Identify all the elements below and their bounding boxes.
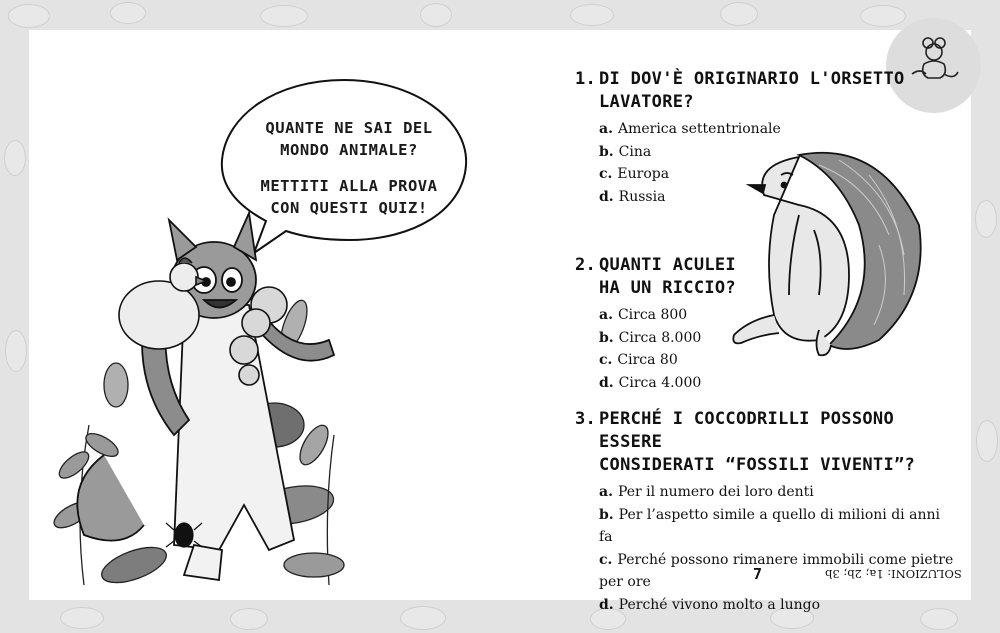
question-3 bbox=[575, 408, 955, 616]
answer-list bbox=[599, 118, 905, 208]
background-pattern bbox=[110, 2, 146, 24]
answer-letter: a. bbox=[599, 121, 613, 137]
answer-letter: a. bbox=[599, 484, 613, 500]
background-pattern bbox=[60, 607, 104, 629]
answer-letter: b. bbox=[599, 506, 614, 523]
answer-letter: d. bbox=[599, 188, 614, 205]
answer-text: Russia bbox=[618, 188, 666, 205]
answer-letter: d. bbox=[599, 374, 614, 391]
answer-list bbox=[599, 481, 955, 616]
background-pattern bbox=[260, 5, 308, 27]
speech-line: METTITI ALLA PROVA bbox=[260, 177, 438, 195]
answer-option bbox=[599, 327, 736, 350]
answer-option bbox=[599, 504, 955, 549]
background-pattern bbox=[230, 608, 268, 630]
answer-letter: c. bbox=[599, 166, 613, 182]
answer-option bbox=[599, 372, 736, 395]
speech-line: QUANTE NE SAI DEL bbox=[265, 119, 433, 137]
solutions-text: SOLUZIONI: 1a; 2b; 3b bbox=[825, 567, 962, 581]
answer-option bbox=[599, 141, 905, 164]
answer-text: Circa 8.000 bbox=[618, 329, 702, 346]
background-pattern bbox=[5, 330, 27, 372]
answer-option bbox=[599, 594, 955, 617]
speech-line: MONDO ANIMALE? bbox=[280, 141, 418, 159]
answer-text: America settentrionale bbox=[617, 121, 781, 137]
answer-option bbox=[599, 186, 905, 209]
mouse-logo-icon bbox=[904, 30, 964, 90]
answer-letter: a. bbox=[599, 307, 613, 323]
question-number: 3. bbox=[575, 409, 597, 429]
background-pattern bbox=[860, 5, 906, 27]
background-pattern bbox=[400, 606, 446, 630]
question-title bbox=[575, 68, 905, 114]
answer-letter: b. bbox=[599, 329, 614, 346]
speech-line: CON QUESTI QUIZ! bbox=[270, 199, 428, 217]
speech-text bbox=[244, 117, 454, 219]
answer-text: Cina bbox=[618, 143, 652, 160]
question-title bbox=[575, 408, 955, 477]
question-number: 2. bbox=[575, 255, 597, 275]
answer-letter: b. bbox=[599, 143, 614, 160]
background-pattern bbox=[4, 140, 26, 176]
answer-text: Circa 800 bbox=[617, 307, 688, 323]
background-pattern bbox=[975, 200, 997, 238]
answer-text: Perché vivono molto a lungo bbox=[618, 596, 821, 613]
background-pattern bbox=[420, 3, 452, 27]
answer-text: Europa bbox=[617, 166, 670, 182]
answer-option bbox=[599, 349, 736, 372]
question-text: PERCHÉ I COCCODRILLI POSSONO ESSERE CONSIDERATI “FOSSILI VIVENTI”? bbox=[599, 409, 916, 475]
question-2 bbox=[575, 254, 736, 394]
background-pattern bbox=[976, 420, 998, 462]
question-1 bbox=[575, 68, 905, 208]
question-text: DI DOV'È ORIGINARIO L'ORSETTO LAVATORE? bbox=[599, 69, 905, 112]
answer-text: Circa 4.000 bbox=[618, 374, 702, 391]
answer-option bbox=[599, 304, 736, 327]
answer-option bbox=[599, 163, 905, 186]
answer-letter: d. bbox=[599, 596, 614, 613]
answer-text: Per l’aspetto simile a quello di milioni di anni fa bbox=[599, 506, 940, 545]
page-number: 7 bbox=[753, 565, 763, 583]
book-page bbox=[29, 30, 971, 613]
cat-illustration bbox=[44, 205, 354, 600]
answer-letter: c. bbox=[599, 551, 613, 568]
background-pattern bbox=[570, 4, 614, 26]
question-number: 1. bbox=[575, 69, 597, 89]
question-text: QUANTI ACULEI HA UN RICCIO? bbox=[599, 255, 736, 298]
answer-text: Perché possono rimanere immobili come pietre per ore bbox=[599, 551, 954, 590]
background-pattern bbox=[720, 2, 758, 26]
answer-option bbox=[599, 118, 905, 141]
answer-letter: c. bbox=[599, 352, 613, 368]
answer-option bbox=[599, 481, 955, 504]
answer-list bbox=[599, 304, 736, 394]
question-title bbox=[575, 254, 736, 300]
answer-text: Circa 80 bbox=[617, 352, 678, 368]
answer-text: Per il numero dei loro denti bbox=[617, 484, 814, 500]
background-pattern bbox=[8, 4, 50, 28]
